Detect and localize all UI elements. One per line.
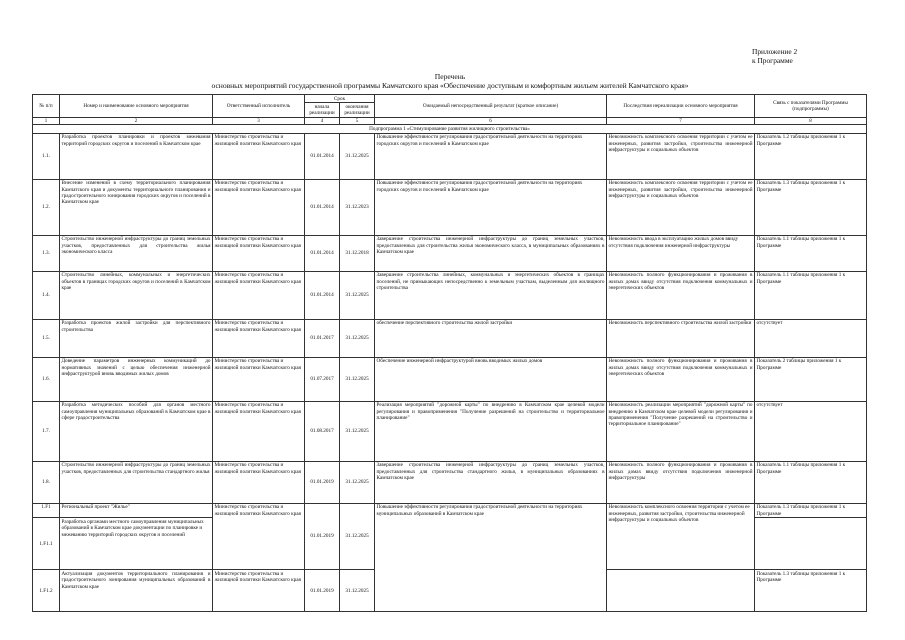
row-result: Завершение строительства инженерной инфраструктуры до границ земельных участков, предоставленных для строительства жилья экономического класса, в муниципальных образованиях в Камчатском крае	[375, 235, 607, 271]
table-row	[33, 319, 867, 357]
row-num: 1.8.	[33, 461, 60, 503]
row-start: 01.01.2014	[305, 271, 340, 319]
row-result: Завершение строительства линейных, коммунальных и энергетических объектов в границах поселений, не примыкающих непосредственно к земельным участкам, выделенным для жилищного строительства	[375, 271, 607, 319]
header-consequence: Последствия нереализации основного мероприятия	[607, 95, 755, 118]
row-start: 01.01.2014	[305, 179, 340, 235]
row-num: 1.1.	[33, 133, 60, 179]
column-number: 7	[607, 118, 755, 125]
row-name: Разработка проектов жилой застройки для перспективного строительства	[60, 319, 213, 357]
row-start: 01.08.2017	[305, 401, 340, 461]
table-row	[33, 133, 867, 179]
row-link: Показатель 1.3 таблицы приложения 1 к Программе	[755, 570, 867, 612]
row-start: 01.07.2017	[305, 357, 340, 401]
row-link: отсутствует	[755, 401, 867, 461]
row-end: 31.12.2025	[340, 570, 375, 612]
row-start: 01.01.2019	[305, 461, 340, 503]
table-row	[33, 179, 867, 235]
table-row	[33, 235, 867, 271]
row-result: Обеспечение инженерной инфраструктурой вновь вводимых жилых домов	[375, 357, 607, 401]
row-link: Показатель 2 таблицы приложения 1 к Программе	[755, 357, 867, 401]
header-start: начала реализации	[305, 103, 340, 118]
column-number: 2	[60, 118, 213, 125]
row-num: 1.6.	[33, 357, 60, 401]
row-link: отсутствует	[755, 319, 867, 357]
appendix-note	[752, 47, 797, 65]
row-consequence: Невозможность ввода в эксплуатацию жилых домов ввиду отсутствия подключения инженерной инфраструктуры	[607, 235, 755, 271]
row-consequence: Невозможность полного функционирования и проживания в жилых домах ввиду отсутствия подключения инженерной инфраструктуры	[607, 461, 755, 503]
row-num: 1.4.	[33, 271, 60, 319]
row-result: Завершение строительства инженерной инфраструктуры до границ земельных участков, предоставленных для строительства стандартного жилья, в муниципальных образованиях в Камчатском крае	[375, 461, 607, 503]
header-result: Ожидаемый непосредственный результат (краткое описание)	[375, 95, 607, 118]
row-result: Повышение эффективности регулирования градостроительной деятельности на территориях городских округов и поселений в Камчатском крае	[375, 179, 607, 235]
row-link: Показатель 1.1 таблицы приложения 1 к Программе	[755, 235, 867, 271]
row-executor: Министерство строительства и жилищной политики Камчатского края	[213, 570, 305, 612]
appendix-line-1: Приложение 2	[752, 47, 798, 56]
column-number: 4	[305, 118, 340, 125]
header-link: Связь с показателями Программы (подпрограммы)	[755, 95, 867, 118]
header-executor: Ответственный исполнитель	[213, 95, 305, 118]
row-start: 01.01.2019	[305, 570, 340, 612]
row-consequence: Невозможность полного функционирования и проживания в жилых домах ввиду отсутствия подключения коммунальных и энергетических объектов	[607, 271, 755, 319]
header-end: окончания реализации	[340, 103, 375, 118]
row-executor: Министерство строительства и жилищной политики Камчатского края	[213, 271, 305, 319]
table-row	[33, 401, 867, 461]
row-result: обеспечение перспективного строительства жилой застройки	[375, 319, 607, 357]
header-name: Номер и наименование основного мероприятия	[60, 95, 213, 118]
row-consequence-empty	[607, 570, 755, 612]
row-name: Внесение изменений в схему территориального планирования Камчатского края и документы территориального планирования и градостроительного зонирования городских округов и поселений в Камчатском крае	[60, 179, 213, 235]
row-end: 31.12.2025	[340, 401, 375, 461]
row-num: 1.3.	[33, 235, 60, 271]
row-name: Строительство инженерной инфраструктуры до границ земельных участков, предоставленных для строительства стандартного жилья	[60, 461, 213, 503]
row-result: Повышение эффективности регулирования градостроительной деятельности на территориях городских округов и поселений в Камчатском крае	[375, 133, 607, 179]
header-period: Срок	[305, 95, 375, 103]
row-name: Строительство линейных, коммунальных и энергетических объектов в границах городских округов и поселений в Камчатском крае	[60, 271, 213, 319]
row-start: 01.01.2019	[305, 503, 340, 570]
document-heading	[100, 72, 800, 90]
header-num: № п/п	[33, 95, 60, 118]
row-consequence: Невозможность реализации мероприятий "дорожной карты" по внедрению в Камчатском крае целевой модели регулирования и правоприменения "Получение разрешений на строительство и территориальное планирование"	[607, 401, 755, 461]
row-link: Показатель 1.2 таблицы приложения 1 к Программе	[755, 133, 867, 179]
row-num: 1.F1	[33, 503, 60, 518]
row-executor: Министерство строительства и жилищной политики Камчатского края	[213, 357, 305, 401]
table-row	[33, 357, 867, 401]
row-end: 31.12.2025	[340, 503, 375, 570]
row-num: 1.5.	[33, 319, 60, 357]
row-link: Показатель 1.1 таблицы приложения 1 к Программе	[755, 271, 867, 319]
row-start: 01.01.2014	[305, 133, 340, 179]
column-number: 3	[213, 118, 305, 125]
row-end: 31.12.2025	[340, 133, 375, 179]
table-row	[33, 461, 867, 503]
document-subtitle: основных мероприятий государственной программы Камчатского края «Обеспечение доступным и комфортным жильем жителей Камчатского края»	[211, 81, 689, 90]
row-name: Актуализация документов территориального планирования и градостроительного зонирования муниципальных образований в Камчатском крае	[60, 570, 213, 612]
activities-table	[32, 94, 867, 612]
row-end: 31.12.2018	[340, 235, 375, 271]
row-executor: Министерство строительства и жилищной политики Камчатского края	[213, 235, 305, 271]
document-title: Перечень	[434, 72, 466, 81]
row-consequence: Невозможность комплексного освоения территории с учетом ее инженерных, развития застройки, строительства инженерной инфраструктуры и социальных объектов	[607, 179, 755, 235]
row-link: Показатель 1.3 таблицы приложения 1 к Программе	[755, 503, 867, 518]
row-consequence: Невозможность перспективного строительства жилой застройки	[607, 319, 755, 357]
row-name: Доведение параметров инженерных коммуникаций до нормативных значений с целью обеспечения инженерной инфраструктурой вновь вводимых жилых домов	[60, 357, 213, 401]
row-link: Показатель 1.3 таблицы приложения 1 к Программе	[755, 179, 867, 235]
row-executor: Министерство строительства и жилищной политики Камчатского края	[213, 461, 305, 503]
row-consequence: Невозможность комплексного освоения территории с учетом ее инженерных, развития застройки, строительства инженерной инфраструктуры и социальных объектов	[607, 133, 755, 179]
row-start: 01.01.2014	[305, 235, 340, 271]
row-executor: Министерство строительства и жилищной политики Камчатского края	[213, 503, 305, 570]
subprogram-row	[33, 125, 867, 133]
table-row	[33, 271, 867, 319]
row-consequence: Невозможность комплексного освоения территории с учетом ее инженерных, развития застройки, строительства инженерной инфраструктуры и социальных объектов	[607, 503, 755, 570]
table-row	[33, 503, 867, 518]
row-result: Реализация мероприятий "дорожной карты" по внедрению в Камчатском крае целевой модели регулирования и правоприменения "Получение разрешений на строительство и территориальное планирование"	[375, 401, 607, 461]
row-name: Строительство инженерной инфраструктуры до границ земельных участков, предоставленных для строительства жилья экономического класса	[60, 235, 213, 271]
row-name: Разработка органами местного самоуправления муниципальных образований в Камчатском крае документации по планировке и межеванию территорий городских округов и поселений	[60, 518, 213, 570]
row-end: 31.12.2025	[340, 461, 375, 503]
row-num: 1.F1.2	[33, 570, 60, 612]
row-end: 31.12.2025	[340, 319, 375, 357]
column-number: 5	[340, 118, 375, 125]
row-num: 1.F1.1	[33, 518, 60, 570]
row-result: Повышение эффективности регулирования градостроительной деятельности на территориях муниципальных образований в Камчатском крае	[375, 503, 607, 612]
column-number: 1	[33, 118, 60, 125]
row-link: Показатель 1.1 таблицы приложения 1 к Программе	[755, 461, 867, 503]
row-num: 1.2.	[33, 179, 60, 235]
row-executor: Министерство строительства и жилищной политики Камчатского края	[213, 133, 305, 179]
subprogram-title: Подпрограмма 1 «Стимулирование развития жилищного строительства»	[33, 125, 867, 133]
row-name: Разработка проектов планировки и проектов межевания территорий городских округов и поселений в Камчатском крае	[60, 133, 213, 179]
column-number-row	[33, 118, 867, 125]
row-end: 31.12.2025	[340, 271, 375, 319]
row-executor: Министерство строительства и жилищной политики Камчатского края	[213, 401, 305, 461]
row-end: 31.12.2023	[340, 179, 375, 235]
row-name: Разработка методических пособий для органов местного самоуправления муниципальных образований в Камчатском крае в сфере градостроительства	[60, 401, 213, 461]
row-consequence: Невозможность полного функционирования и проживания в жилых домах ввиду отсутствия подключения коммунальных и энергетических объектов	[607, 357, 755, 401]
row-name: Региональный проект "Жилье"	[60, 503, 213, 518]
column-number: 6	[375, 118, 607, 125]
row-link-empty	[755, 518, 867, 570]
row-executor: Министерство строительства и жилищной политики Камчатского края	[213, 179, 305, 235]
column-number: 8	[755, 118, 867, 125]
row-start: 01.01.2017	[305, 319, 340, 357]
appendix-line-2: к Программе	[752, 56, 793, 65]
row-executor: Министерство строительства и жилищной политики Камчатского края	[213, 319, 305, 357]
row-num: 1.7.	[33, 401, 60, 461]
row-end: 31.12.2025	[340, 357, 375, 401]
